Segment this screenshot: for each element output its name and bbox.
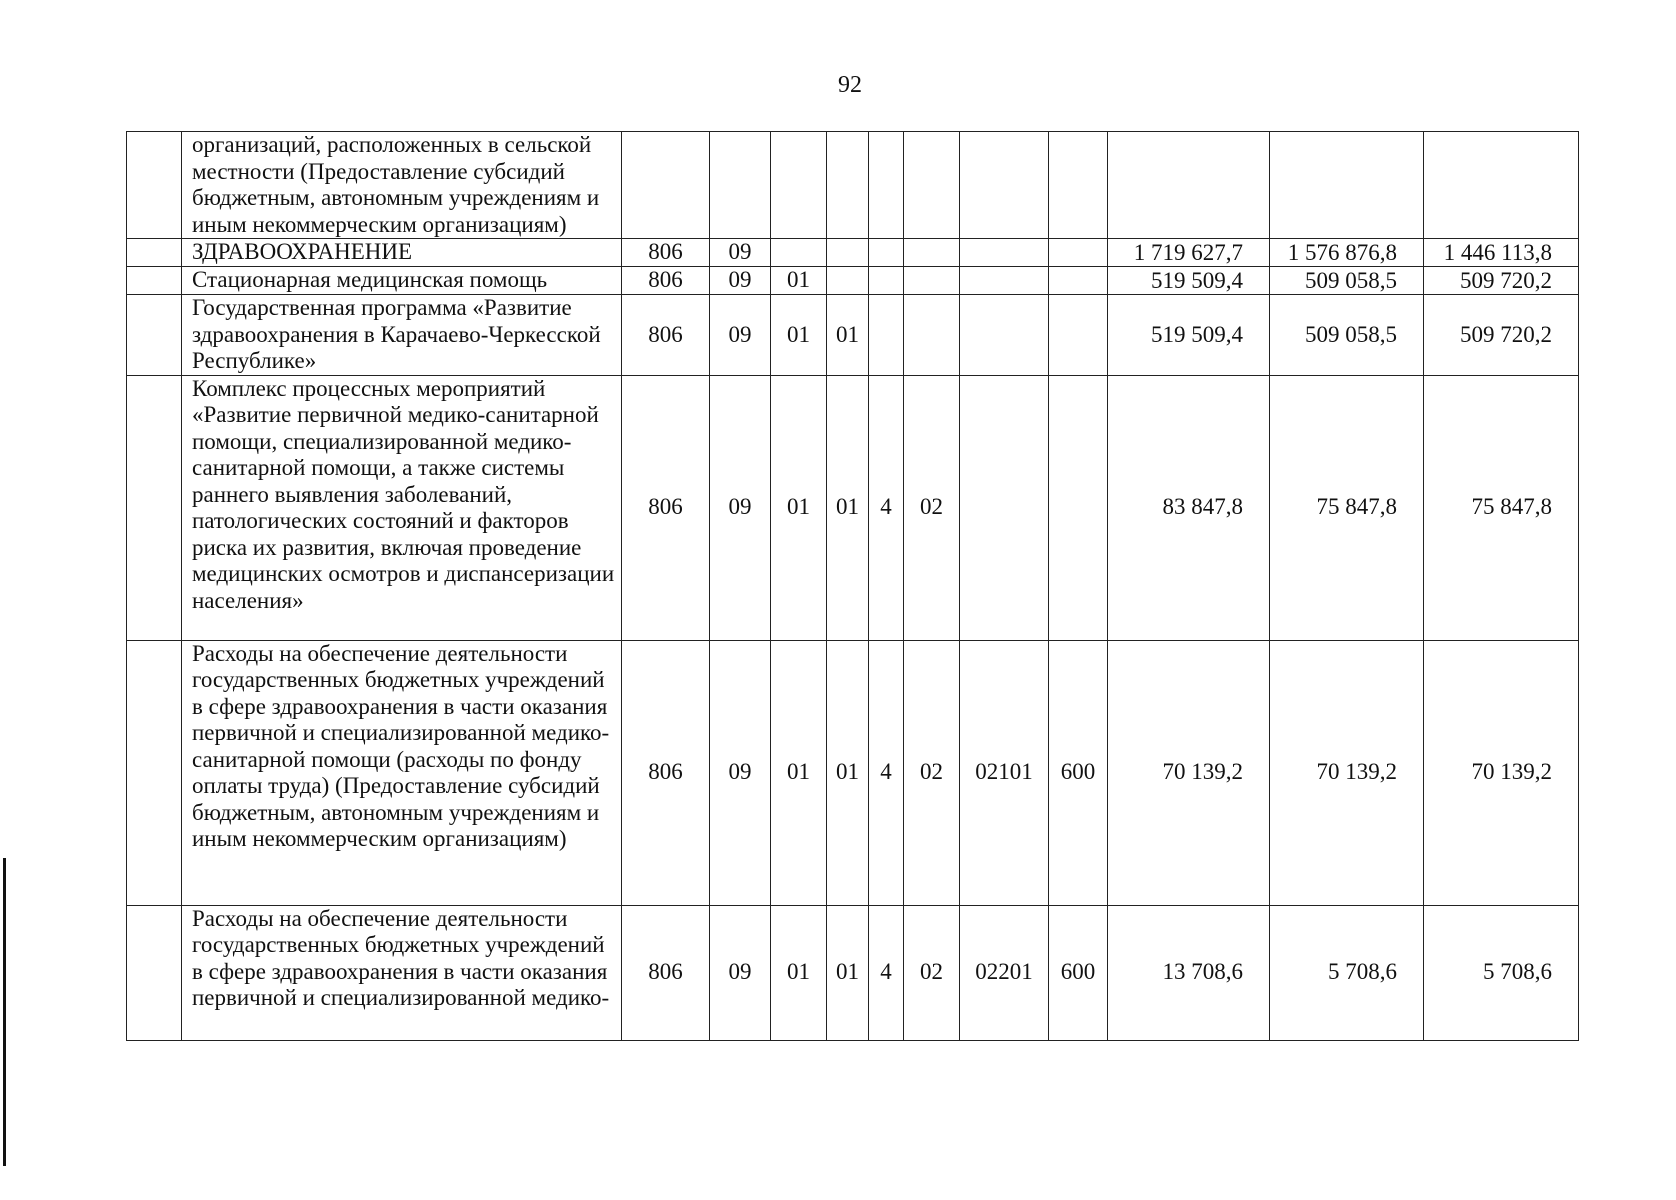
amount-year1-cell: 70 139,2: [1108, 640, 1270, 905]
direction-code-cell: [960, 267, 1049, 295]
scan-edge-mark: [3, 858, 6, 1166]
section-code-cell: 09: [710, 905, 771, 1040]
table-row: [127, 905, 1579, 1040]
amount-year1-cell: 13 708,6: [1108, 905, 1270, 1040]
amount-year3-cell: 509 720,2: [1424, 295, 1579, 376]
row-number-cell: [127, 239, 182, 267]
budget-table: [126, 131, 1579, 1041]
row-number-cell: [127, 375, 182, 640]
item-name-cell: Комплекс процессных мероприятий «Развитие первичной медико-санитарной помощи, специализированной медико-санитарной помощи, а также системы раннего выявления заболеваний, патологических состояний и факторов риска их развития, включая проведение медицинских осмотров и диспансеризации населения»: [182, 375, 622, 640]
amount-year2-cell: 75 847,8: [1270, 375, 1424, 640]
subsection-code-cell: [771, 239, 827, 267]
expense-type-cell: [1049, 267, 1108, 295]
program-type-cell: [869, 239, 904, 267]
amount-year1-cell: 519 509,4: [1108, 267, 1270, 295]
row-number-cell: [127, 267, 182, 295]
direction-code-cell: [960, 239, 1049, 267]
row-number-cell: [127, 905, 182, 1040]
table-body: [127, 132, 1579, 1041]
amount-year2-cell: [1270, 132, 1424, 239]
amount-year1-cell: [1108, 132, 1270, 239]
amount-year2-cell: 509 058,5: [1270, 267, 1424, 295]
ministry-code-cell: 806: [622, 375, 710, 640]
program-code-cell: [827, 267, 869, 295]
section-code-cell: 09: [710, 267, 771, 295]
amount-year1-cell: 83 847,8: [1108, 375, 1270, 640]
ministry-code-cell: 806: [622, 267, 710, 295]
program-type-cell: [869, 295, 904, 376]
direction-code-cell: [960, 132, 1049, 239]
subsection-code-cell: 01: [771, 295, 827, 376]
subsection-code-cell: [771, 132, 827, 239]
subsection-code-cell: 01: [771, 640, 827, 905]
item-name-cell: Расходы на обеспечение деятельности государственных бюджетных учреждений в сфере здравоохранения в части оказания первичной и специализированной медико-санитарной помощи (расходы по фонду оплаты труда) (Предоставление субсидий бюджетным, автономным учреждениям и иным некоммерческим организациям): [182, 640, 622, 905]
subsection-code-cell: 01: [771, 905, 827, 1040]
amount-year3-cell: [1424, 132, 1579, 239]
expense-type-cell: 600: [1049, 905, 1108, 1040]
expense-type-cell: [1049, 375, 1108, 640]
section-code-cell: 09: [710, 375, 771, 640]
amount-year3-cell: 1 446 113,8: [1424, 239, 1579, 267]
amount-year3-cell: 70 139,2: [1424, 640, 1579, 905]
direction-code-cell: 02101: [960, 640, 1049, 905]
program-type-cell: 4: [869, 375, 904, 640]
table-row: [127, 375, 1579, 640]
table-row: [127, 267, 1579, 295]
ministry-code-cell: 806: [622, 295, 710, 376]
program-type-cell: 4: [869, 905, 904, 1040]
page-number: 92: [838, 72, 862, 98]
amount-year2-cell: 5 708,6: [1270, 905, 1424, 1040]
subprogram-code-cell: 02: [904, 640, 960, 905]
expense-type-cell: 600: [1049, 640, 1108, 905]
direction-code-cell: [960, 375, 1049, 640]
subprogram-code-cell: [904, 295, 960, 376]
item-name-cell: Государственная программа «Развитие здравоохранения в Карачаево-Черкесской Республике»: [182, 295, 622, 376]
subprogram-code-cell: 02: [904, 905, 960, 1040]
section-code-cell: [710, 132, 771, 239]
amount-year3-cell: 5 708,6: [1424, 905, 1579, 1040]
amount-year2-cell: 509 058,5: [1270, 295, 1424, 376]
ministry-code-cell: 806: [622, 640, 710, 905]
section-code-cell: 09: [710, 295, 771, 376]
ministry-code-cell: 806: [622, 905, 710, 1040]
program-type-cell: 4: [869, 640, 904, 905]
item-name-cell: Стационарная медицинская помощь: [182, 267, 622, 295]
direction-code-cell: 02201: [960, 905, 1049, 1040]
program-code-cell: 01: [827, 375, 869, 640]
amount-year1-cell: 1 719 627,7: [1108, 239, 1270, 267]
subsection-code-cell: 01: [771, 375, 827, 640]
program-code-cell: [827, 132, 869, 239]
subprogram-code-cell: [904, 239, 960, 267]
row-number-cell: [127, 640, 182, 905]
section-code-cell: 09: [710, 239, 771, 267]
program-code-cell: 01: [827, 640, 869, 905]
table-row: [127, 132, 1579, 239]
amount-year3-cell: 509 720,2: [1424, 267, 1579, 295]
program-code-cell: [827, 239, 869, 267]
amount-year2-cell: 70 139,2: [1270, 640, 1424, 905]
subsection-code-cell: 01: [771, 267, 827, 295]
table-row: [127, 295, 1579, 376]
subprogram-code-cell: [904, 267, 960, 295]
subprogram-code-cell: 02: [904, 375, 960, 640]
subprogram-code-cell: [904, 132, 960, 239]
amount-year3-cell: 75 847,8: [1424, 375, 1579, 640]
row-number-cell: [127, 132, 182, 239]
amount-year1-cell: 519 509,4: [1108, 295, 1270, 376]
item-name-cell: организаций, расположенных в сельской местности (Предоставление субсидий бюджетным, автономным учреждениям и иным некоммерческим организациям): [182, 132, 622, 239]
ministry-code-cell: 806: [622, 239, 710, 267]
program-code-cell: 01: [827, 295, 869, 376]
expense-type-cell: [1049, 132, 1108, 239]
program-type-cell: [869, 132, 904, 239]
direction-code-cell: [960, 295, 1049, 376]
item-name-cell: ЗДРАВООХРАНЕНИЕ: [182, 239, 622, 267]
table-row: [127, 640, 1579, 905]
program-type-cell: [869, 267, 904, 295]
row-number-cell: [127, 295, 182, 376]
table-row: [127, 239, 1579, 267]
expense-type-cell: [1049, 239, 1108, 267]
amount-year2-cell: 1 576 876,8: [1270, 239, 1424, 267]
ministry-code-cell: [622, 132, 710, 239]
item-name-cell: Расходы на обеспечение деятельности государственных бюджетных учреждений в сфере здравоохранения в части оказания первичной и специализированной медико-: [182, 905, 622, 1040]
program-code-cell: 01: [827, 905, 869, 1040]
expense-type-cell: [1049, 295, 1108, 376]
section-code-cell: 09: [710, 640, 771, 905]
